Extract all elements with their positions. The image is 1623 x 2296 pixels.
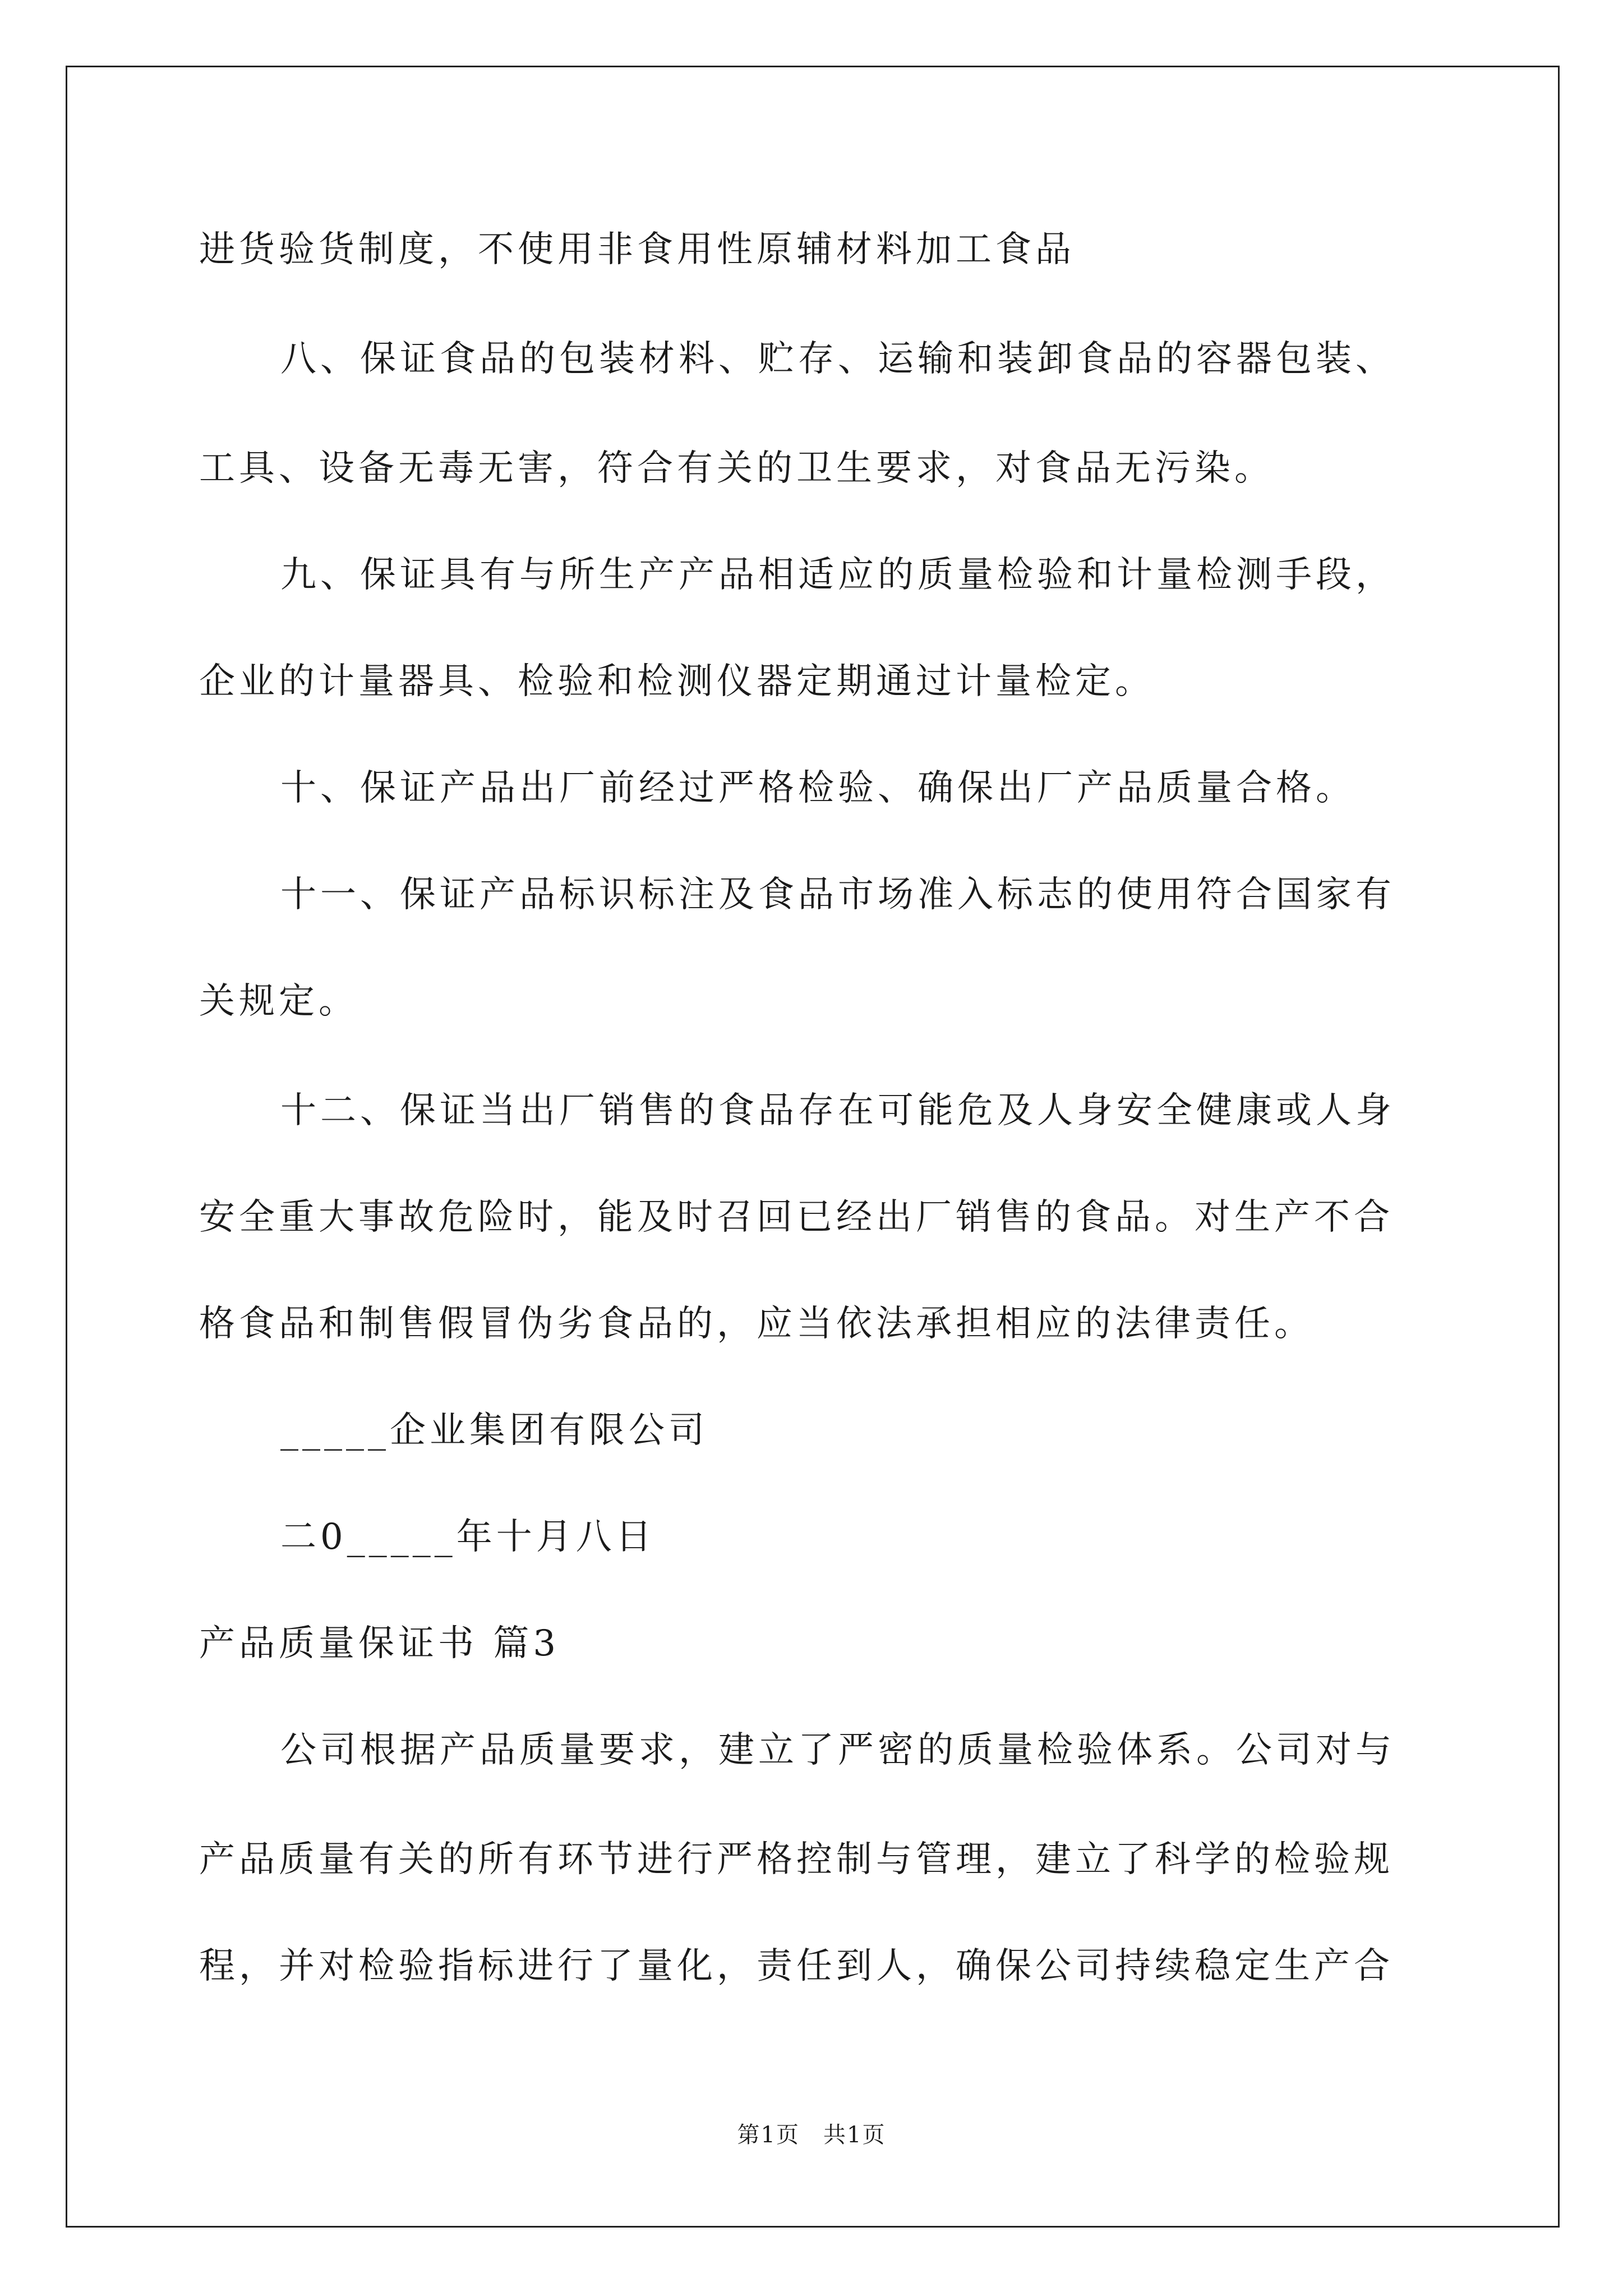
text-line: 公司根据产品质量要求，建立了严密的质量检验体系。公司对与 — [280, 1729, 1395, 1771]
page-border — [66, 66, 1560, 2228]
signature-date: 二0_____年十月八日 — [280, 1516, 656, 1558]
text-line: 十一、保证产品标识标注及食品市场准入标志的使用符合国家有 — [280, 874, 1395, 915]
signature-company: _____企业集团有限公司 — [280, 1410, 708, 1451]
section-heading: 产品质量保证书 篇3 — [199, 1623, 560, 1664]
text-line: 工具、设备无毒无害，符合有关的卫生要求，对食品无污染。 — [199, 448, 1274, 489]
text-line: 程，并对检验指标进行了量化，责任到人，确保公司持续稳定生产合 — [199, 1945, 1394, 1987]
page-footer — [0, 2122, 1623, 2148]
text-line: 企业的计量器具、检验和检测仪器定期通过计量检定。 — [199, 661, 1155, 702]
text-line: 十二、保证当出厂销售的食品存在可能危及人身安全健康或人身 — [280, 1090, 1395, 1131]
text-line: 安全重大事故危险时，能及时召回已经出厂销售的食品。对生产不合 — [199, 1197, 1394, 1238]
page-total: 共1页 — [823, 2122, 886, 2148]
text-line: 八、保证食品的包装材料、贮存、运输和装卸食品的容器包装、 — [280, 338, 1395, 380]
text-line: 十、保证产品出厂前经过严格检验、确保出厂产品质量合格。 — [280, 767, 1355, 809]
text-line: 产品质量有关的所有环节进行严格控制与管理，建立了科学的检验规 — [199, 1839, 1394, 1880]
page-number: 第1页 — [737, 2122, 800, 2148]
text-line: 进货验货制度，不使用非食用性原辅材料加工食品 — [199, 229, 1075, 270]
text-line: 九、保证具有与所生产产品相适应的质量检验和计量检测手段， — [280, 554, 1395, 596]
text-line: 关规定。 — [199, 981, 358, 1022]
text-line: 格食品和制售假冒伪劣食品的，应当依法承担相应的法律责任。 — [199, 1303, 1314, 1345]
